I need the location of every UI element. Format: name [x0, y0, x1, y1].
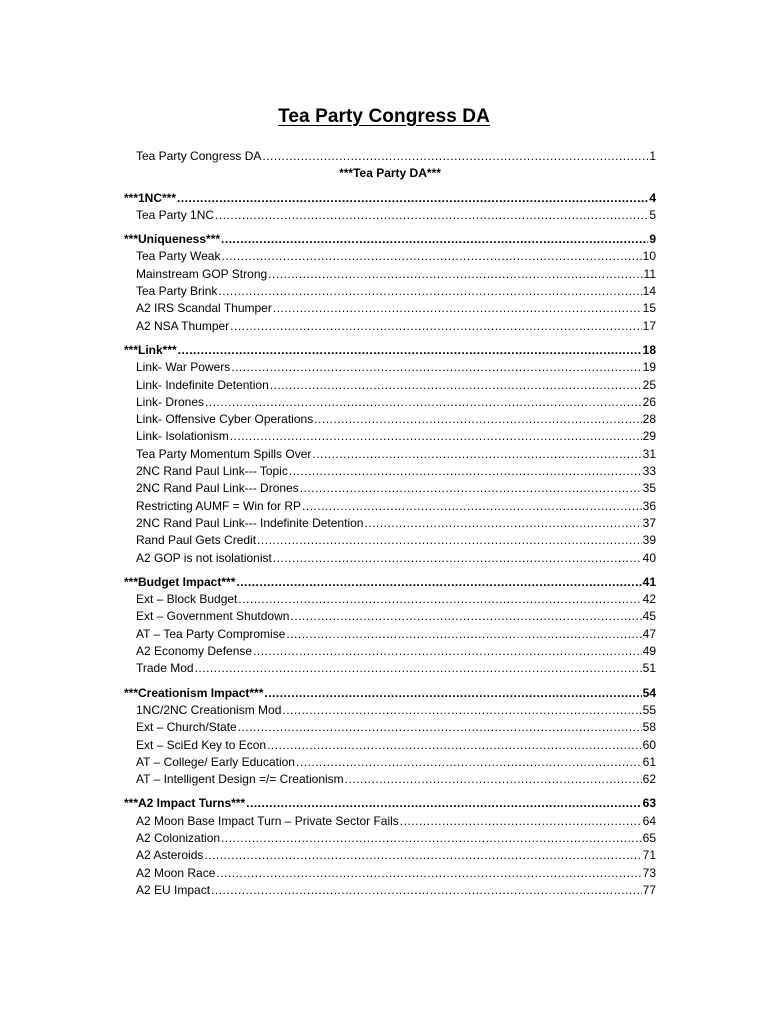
toc-page-number: 14 [642, 284, 656, 299]
toc-entry[interactable] [124, 515, 656, 532]
toc-entry[interactable] [124, 532, 656, 549]
toc-entry[interactable] [124, 591, 656, 608]
toc-page-number: 25 [642, 377, 656, 392]
toc-page-number: 36 [642, 498, 656, 513]
toc-page-number: 51 [642, 661, 656, 676]
toc-page-number: 42 [642, 592, 656, 607]
dot-leader [270, 377, 642, 394]
toc-entry[interactable] [124, 377, 656, 394]
toc-section-heading[interactable] [124, 795, 656, 812]
toc-page-number: 9 [649, 232, 656, 247]
toc-entry-label: Restricting AUMF = Win for RP [136, 498, 302, 513]
dot-leader [300, 480, 642, 497]
toc-page-number: 58 [642, 720, 656, 735]
toc-entry-label: A2 Colonization [136, 830, 221, 845]
toc-page-number: 26 [642, 394, 656, 409]
toc-entry-label: ***Uniqueness*** [124, 232, 221, 247]
toc-entry[interactable] [124, 847, 656, 864]
toc-entry[interactable] [124, 394, 656, 411]
toc-entry[interactable] [124, 359, 656, 376]
table-of-contents [124, 148, 656, 899]
toc-entry-label: Ext – SciEd Key to Econ [136, 737, 267, 752]
toc-entry[interactable] [124, 771, 656, 788]
dot-leader [211, 882, 642, 899]
toc-entry-label: Tea Party Congress DA [136, 149, 262, 163]
dot-leader [262, 148, 648, 165]
toc-entry-label: Ext – Block Budget [136, 592, 238, 607]
dot-leader [253, 643, 642, 660]
toc-entry[interactable] [124, 550, 656, 567]
toc-entry[interactable] [124, 737, 656, 754]
toc-entry-label: A2 Moon Race [136, 865, 216, 880]
toc-section-heading[interactable] [124, 231, 656, 248]
toc-page-number: 41 [642, 574, 656, 589]
toc-entry-label: ***A2 Impact Turns*** [124, 796, 246, 811]
toc-page-number: 37 [642, 515, 656, 530]
dot-leader [230, 318, 641, 335]
toc-entry-label: Tea Party Brink [136, 284, 218, 299]
dot-leader [230, 428, 642, 445]
toc-entry-label: 2NC Rand Paul Link--- Drones [136, 481, 299, 496]
toc-page-number: 10 [642, 249, 656, 264]
toc-entry[interactable] [124, 463, 656, 480]
dot-leader [273, 300, 642, 317]
toc-section-heading[interactable] [124, 685, 656, 702]
document-title: Tea Party Congress DA [278, 106, 490, 127]
toc-entry[interactable] [124, 411, 656, 428]
dot-leader [314, 411, 641, 428]
toc-page-number: 39 [642, 533, 656, 548]
dot-leader [195, 660, 642, 677]
toc-page-number: 29 [642, 429, 656, 444]
toc-entry-label: ***Link*** [124, 342, 177, 357]
dot-leader [264, 685, 641, 702]
toc-page-number: 19 [642, 360, 656, 375]
toc-page-number: 62 [642, 772, 656, 787]
toc-entry-label: A2 EU Impact [136, 882, 211, 897]
toc-entry-label: Ext – Church/State [136, 720, 237, 735]
dot-leader [268, 266, 642, 283]
toc-entry[interactable] [124, 830, 656, 847]
dot-leader [302, 498, 642, 515]
toc-entry[interactable] [124, 248, 656, 265]
dot-leader [216, 865, 641, 882]
toc-page-number: 17 [642, 318, 656, 333]
toc-entry-label: ***Budget Impact*** [124, 574, 236, 589]
toc-entry-label: Tea Party Weak [136, 249, 221, 264]
toc-entry-label: Trade Mod [136, 661, 194, 676]
toc-page-number: 55 [642, 702, 656, 717]
dot-leader [286, 626, 641, 643]
dot-leader [238, 719, 642, 736]
toc-entry-label: ***Creationism Impact*** [124, 685, 264, 700]
toc-entry[interactable] [124, 882, 656, 899]
toc-entry[interactable] [124, 608, 656, 625]
toc-entry[interactable] [124, 266, 656, 283]
dot-leader [238, 591, 641, 608]
toc-entry[interactable] [124, 300, 656, 317]
toc-section-heading[interactable] [124, 342, 656, 359]
dot-leader [296, 754, 642, 771]
dot-leader [221, 231, 648, 248]
dot-leader [178, 342, 642, 359]
dot-leader [221, 830, 642, 847]
toc-entry-label: AT – College/ Early Education [136, 754, 295, 769]
dot-leader [246, 795, 641, 812]
toc-entry-label: A2 IRS Scandal Thumper [136, 301, 272, 316]
toc-entry-label: 2NC Rand Paul Link--- Topic [136, 464, 288, 479]
toc-page-number: 28 [642, 412, 656, 427]
toc-entry[interactable] [124, 318, 656, 335]
toc-entry-label: A2 Economy Defense [136, 644, 253, 659]
toc-entry-label: 1NC/2NC Creationism Mod [136, 702, 282, 717]
toc-entry-label: ***1NC*** [124, 190, 177, 205]
toc-section-heading[interactable] [124, 574, 656, 591]
dot-leader [204, 847, 641, 864]
toc-entry[interactable] [124, 643, 656, 660]
toc-entry-label: Tea Party Momentum Spills Over [136, 446, 312, 461]
toc-entry-label: AT – Tea Party Compromise [136, 626, 286, 641]
toc-page-number: 77 [642, 882, 656, 897]
dot-leader [400, 813, 642, 830]
toc-entry-label: Link- War Powers [136, 360, 231, 375]
dot-leader [236, 574, 641, 591]
toc-page-number: 5 [649, 207, 656, 222]
dot-leader [267, 737, 642, 754]
center-heading: ***Tea Party DA*** [339, 166, 441, 181]
dot-leader [289, 463, 642, 480]
toc-entry[interactable] [124, 626, 656, 643]
toc-page-number: 64 [642, 813, 656, 828]
toc-page-number: 33 [642, 464, 656, 479]
dot-leader [273, 550, 642, 567]
toc-page-number: 4 [649, 190, 656, 205]
dot-leader [177, 190, 648, 207]
toc-page-number: 63 [642, 796, 656, 811]
toc-entry[interactable] [124, 498, 656, 515]
toc-page-number: 47 [642, 626, 656, 641]
toc-section-heading[interactable] [124, 190, 656, 207]
toc-entry-top[interactable] [124, 148, 656, 165]
toc-entry[interactable] [124, 283, 656, 300]
toc-entry-label: A2 GOP is not isolationist [136, 550, 272, 565]
toc-entry[interactable] [124, 428, 656, 445]
toc-page-number: 60 [642, 737, 656, 752]
toc-entry[interactable] [124, 480, 656, 497]
toc-entry[interactable] [124, 660, 656, 677]
toc-entry[interactable] [124, 702, 656, 719]
toc-entry[interactable] [124, 446, 656, 463]
toc-entry-label: A2 Asteroids [136, 848, 204, 863]
toc-sections [124, 190, 656, 900]
toc-page-number: 54 [642, 685, 656, 700]
toc-entry-label: Rand Paul Gets Credit [136, 533, 257, 548]
toc-page-number: 65 [642, 830, 656, 845]
toc-entry[interactable] [124, 754, 656, 771]
toc-page-number: 31 [642, 446, 656, 461]
toc-entry[interactable] [124, 207, 656, 224]
toc-entry[interactable] [124, 865, 656, 882]
dot-leader [205, 394, 642, 411]
dot-leader [221, 248, 641, 265]
toc-entry-label: A2 NSA Thumper [136, 318, 230, 333]
toc-entry-label: Link- Offensive Cyber Operations [136, 412, 314, 427]
toc-page-number: 61 [642, 754, 656, 769]
dot-leader [282, 702, 641, 719]
dot-leader [364, 515, 641, 532]
toc-entry-label: A2 Moon Base Impact Turn – Private Sector Fails [136, 813, 399, 828]
toc-page-number: 40 [642, 550, 656, 565]
toc-entry-label: Mainstream GOP Strong [136, 266, 268, 281]
toc-entry-label: AT – Intelligent Design =/= Creationism [136, 772, 344, 787]
dot-leader [231, 359, 641, 376]
toc-entry[interactable] [124, 719, 656, 736]
toc-page-number: 71 [642, 848, 656, 863]
toc-entry-label: Link- Indefinite Detention [136, 377, 269, 392]
toc-page-number: 15 [642, 301, 656, 316]
toc-entry-label: Link- Isolationism [136, 429, 229, 444]
dot-leader [312, 446, 641, 463]
toc-page-number: 45 [642, 609, 656, 624]
toc-page-number: 11 [643, 266, 656, 281]
dot-leader [257, 532, 642, 549]
toc-page-number: 18 [642, 342, 656, 357]
dot-leader [290, 608, 641, 625]
toc-entry-label: 2NC Rand Paul Link--- Indefinite Detention [136, 515, 364, 530]
toc-page-number: 1 [649, 149, 656, 163]
dot-leader [345, 771, 642, 788]
toc-page-number: 73 [642, 865, 656, 880]
toc-entry-label: Tea Party 1NC [136, 207, 215, 222]
dot-leader [215, 207, 648, 224]
toc-page-number: 35 [642, 481, 656, 496]
toc-entry[interactable] [124, 813, 656, 830]
toc-page-number: 49 [642, 644, 656, 659]
dot-leader [218, 283, 641, 300]
toc-entry-label: Link- Drones [136, 394, 205, 409]
toc-entry-label: Ext – Government Shutdown [136, 609, 290, 624]
